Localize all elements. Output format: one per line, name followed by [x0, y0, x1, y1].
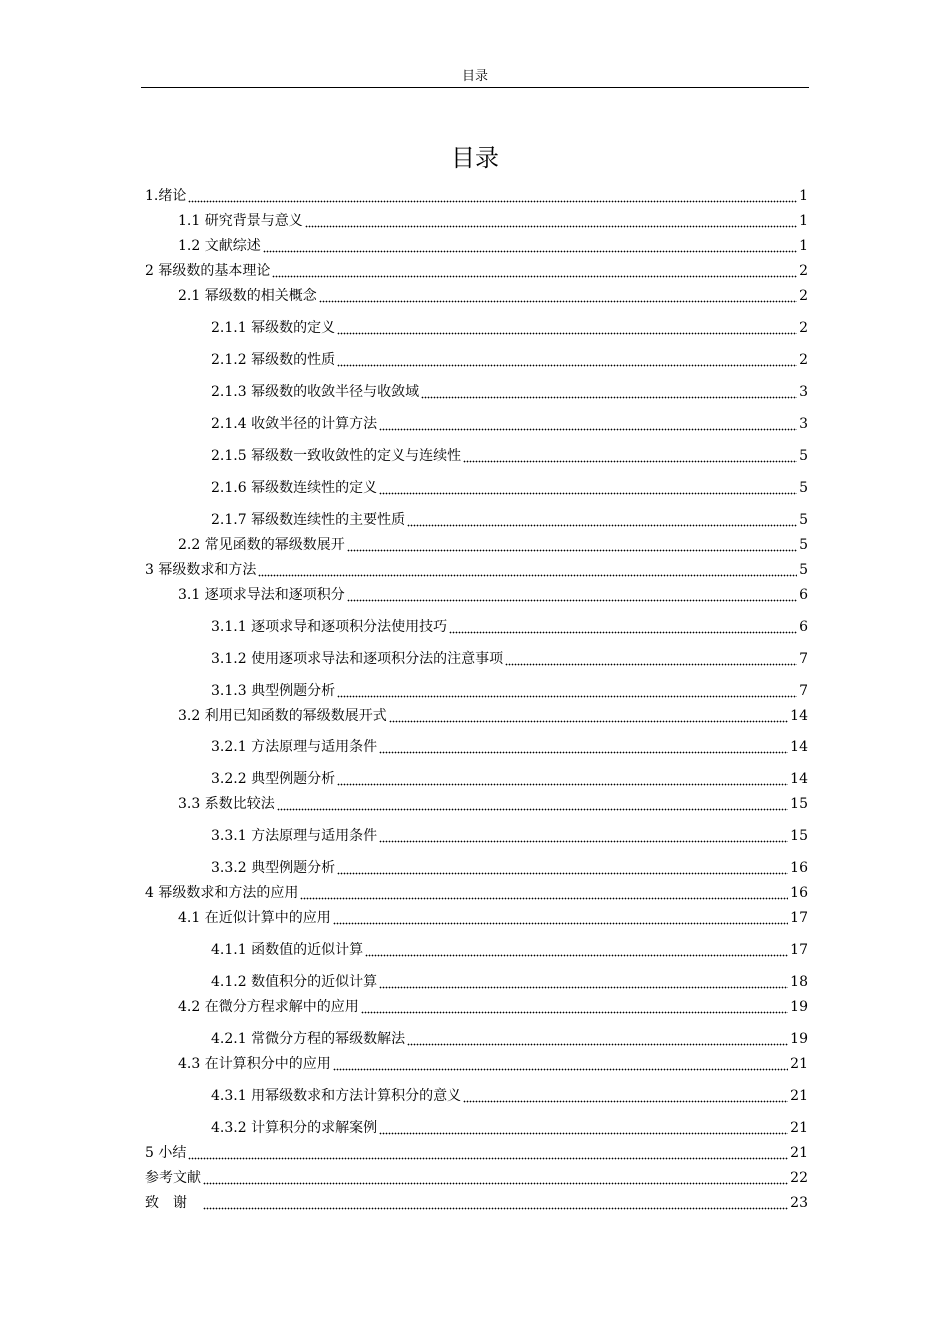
toc-dot-leader: [305, 211, 797, 231]
toc-entry[interactable]: [211, 318, 808, 338]
toc-entry[interactable]: [211, 478, 808, 498]
toc-entry-page: 18: [790, 974, 808, 990]
toc-dot-leader: [258, 560, 797, 580]
toc-entry[interactable]: [211, 826, 808, 846]
toc-entry-page: 21: [790, 1088, 808, 1104]
toc-dot-leader: [263, 236, 797, 256]
toc-entry[interactable]: [211, 617, 808, 637]
toc-entry-page: 5: [799, 537, 808, 553]
toc-entry-page: 14: [790, 771, 808, 787]
toc-entry[interactable]: [211, 769, 808, 789]
toc-entry-page: 2: [799, 320, 808, 336]
toc-entry-label: 2.1 幂级数的相关概念: [178, 288, 317, 304]
toc-entry-page: 17: [790, 942, 808, 958]
toc-dot-leader: [337, 318, 797, 338]
toc-dot-leader: [505, 649, 797, 669]
toc-entry-label: 2.1.1 幂级数的定义: [211, 320, 336, 336]
toc-dot-leader: [379, 826, 788, 846]
toc-entry-label: 3.1.2 使用逐项求导法和逐项积分法的注意事项: [211, 651, 504, 667]
toc-dot-leader: [379, 414, 797, 434]
toc-dot-leader: [188, 186, 797, 206]
toc-entry-label: 3.3.1 方法原理与适用条件: [211, 828, 378, 844]
toc-dot-leader: [337, 858, 788, 878]
toc-dot-leader: [272, 261, 797, 281]
toc-dot-leader: [379, 972, 788, 992]
toc-entry[interactable]: [211, 681, 808, 701]
toc-entry-label: 3.1.1 逐项求导和逐项积分法使用技巧: [211, 619, 448, 635]
toc-entry[interactable]: [178, 1054, 808, 1074]
toc-entry-label: 3.2.2 典型例题分析: [211, 771, 336, 787]
toc-entry[interactable]: [178, 585, 808, 605]
toc-entry-page: 1: [799, 238, 808, 254]
toc-entry[interactable]: [145, 883, 808, 903]
toc-entry-page: 19: [790, 1031, 808, 1047]
toc-entry-page: 1: [799, 213, 808, 229]
toc-entry-label: 3.3.2 典型例题分析: [211, 860, 336, 876]
toc-entry[interactable]: [145, 560, 808, 580]
toc-entry-label: 1.1 研究背景与意义: [178, 213, 303, 229]
toc-dot-leader: [407, 1029, 788, 1049]
toc-entry[interactable]: [178, 706, 808, 726]
toc-entry-page: 21: [790, 1056, 808, 1072]
toc-entry[interactable]: [211, 737, 808, 757]
toc-dot-leader: [379, 478, 797, 498]
toc-entry-label: 2.1.6 幂级数连续性的定义: [211, 480, 378, 496]
toc-entry-label: 1.绪论: [145, 188, 187, 204]
toc-entry-label: 4.3.1 用幂级数求和方法计算积分的意义: [211, 1088, 462, 1104]
toc-entry-page: 5: [799, 562, 808, 578]
toc-entry-page: 15: [790, 796, 808, 812]
toc-entry-label: 2.1.4 收敛半径的计算方法: [211, 416, 378, 432]
toc-entry-label: 4.3.2 计算积分的求解案例: [211, 1120, 378, 1136]
toc-dot-leader: [300, 883, 788, 903]
toc-entry-label: 2 幂级数的基本理论: [145, 263, 271, 279]
header-rule: [141, 87, 809, 88]
toc-dot-leader: [407, 510, 797, 530]
toc-entry-page: 5: [799, 448, 808, 464]
toc-dot-leader: [337, 681, 797, 701]
toc-entry-label: 1.2 文献综述: [178, 238, 261, 254]
toc-dot-leader: [365, 940, 788, 960]
toc-dot-leader: [277, 794, 788, 814]
toc-entry[interactable]: [211, 414, 808, 434]
toc-entry-label: 4.1.1 函数值的近似计算: [211, 942, 364, 958]
toc-entry-label: 4.1.2 数值积分的近似计算: [211, 974, 378, 990]
toc-dot-leader: [389, 706, 788, 726]
toc-dot-leader: [333, 908, 788, 928]
toc-entry[interactable]: [211, 940, 808, 960]
toc-entry-label: 4 幂级数求和方法的应用: [145, 885, 299, 901]
toc-entry-label: 4.3 在计算积分中的应用: [178, 1056, 331, 1072]
toc-entry-label: 2.1.3 幂级数的收敛半径与收敛域: [211, 384, 420, 400]
toc-dot-leader: [337, 769, 788, 789]
toc-dot-leader: [463, 446, 797, 466]
toc-entry-page: 6: [799, 587, 808, 603]
running-header: 目录: [461, 69, 488, 84]
toc-entry[interactable]: [178, 997, 808, 1017]
toc-entry[interactable]: [178, 908, 808, 928]
page-title: 目录: [451, 144, 499, 172]
toc-dot-leader: [319, 286, 797, 306]
toc-dot-leader: [361, 997, 788, 1017]
toc-dot-leader: [379, 737, 788, 757]
toc-entry-page: 14: [790, 739, 808, 755]
toc-entry-page: 3: [799, 416, 808, 432]
toc-entry-label: 4.1 在近似计算中的应用: [178, 910, 331, 926]
toc-dot-leader: [333, 1054, 788, 1074]
toc-entry-label: 2.1.7 幂级数连续性的主要性质: [211, 512, 406, 528]
toc-entry[interactable]: [178, 794, 808, 814]
toc-entry[interactable]: [145, 186, 808, 206]
toc-entry[interactable]: [145, 1193, 808, 1213]
toc-dot-leader: [421, 382, 797, 402]
toc-entry-label: 参考文献: [145, 1170, 201, 1186]
toc-dot-leader: [203, 1168, 788, 1188]
toc-entry[interactable]: [211, 350, 808, 370]
toc-entry[interactable]: [145, 1143, 808, 1163]
toc-dot-leader: [337, 350, 797, 370]
toc-entry-label: 3 幂级数求和方法: [145, 562, 257, 578]
toc-entry[interactable]: [211, 1118, 808, 1138]
toc-dot-leader: [449, 617, 797, 637]
toc-entry[interactable]: [211, 446, 808, 466]
toc-dot-leader: [188, 1143, 788, 1163]
toc-entry-label: 2.2 常见函数的幂级数展开: [178, 537, 345, 553]
toc-entry-label: 3.3 系数比较法: [178, 796, 275, 812]
toc-dot-leader: [379, 1118, 788, 1138]
toc-dot-leader: [463, 1086, 788, 1106]
toc-entry-page: 19: [790, 999, 808, 1015]
toc-entry[interactable]: [145, 1168, 808, 1188]
toc-entry-page: 6: [799, 619, 808, 635]
toc-entry[interactable]: [211, 1086, 808, 1106]
toc-entry-label: 2.1.5 幂级数一致收敛性的定义与连续性: [211, 448, 462, 464]
toc-entry[interactable]: [211, 510, 808, 530]
toc-entry-label: 3.2 利用已知函数的幂级数展开式: [178, 708, 387, 724]
toc-entry[interactable]: [211, 1029, 808, 1049]
toc-entry-label: 3.1.3 典型例题分析: [211, 683, 336, 699]
toc-entry-page: 17: [790, 910, 808, 926]
toc-entry-page: 2: [799, 288, 808, 304]
toc-entry-page: 23: [790, 1195, 808, 1211]
toc-entry-page: 22: [790, 1170, 808, 1186]
toc-entry[interactable]: [211, 858, 808, 878]
toc-entry-label: 4.2 在微分方程求解中的应用: [178, 999, 359, 1015]
toc-entry-label: 5 小结: [145, 1145, 187, 1161]
toc-entry-page: 16: [790, 885, 808, 901]
toc-entry-page: 3: [799, 384, 808, 400]
toc-entry-page: 5: [799, 512, 808, 528]
toc-entry-label: 4.2.1 常微分方程的幂级数解法: [211, 1031, 406, 1047]
toc-entry[interactable]: [178, 535, 808, 555]
toc-entry-page: 15: [790, 828, 808, 844]
toc-dot-leader: [203, 1193, 788, 1213]
toc-entry[interactable]: [211, 382, 808, 402]
toc-entry-page: 1: [799, 188, 808, 204]
toc-entry-label: 2.1.2 幂级数的性质: [211, 352, 336, 368]
toc-entry[interactable]: [145, 261, 808, 281]
toc-entry-label: 致谢: [145, 1195, 201, 1211]
toc-entry-label: 3.1 逐项求导法和逐项积分: [178, 587, 345, 603]
toc-entry-page: 21: [790, 1120, 808, 1136]
toc-entry-label: 3.2.1 方法原理与适用条件: [211, 739, 378, 755]
toc-entry[interactable]: [211, 649, 808, 669]
toc-entry[interactable]: [178, 211, 808, 231]
toc-entry[interactable]: [211, 972, 808, 992]
toc-entry-page: 16: [790, 860, 808, 876]
toc-entry-page: 7: [799, 683, 808, 699]
toc-entry-page: 5: [799, 480, 808, 496]
toc-entry-page: 14: [790, 708, 808, 724]
toc-entry[interactable]: [178, 236, 808, 256]
toc-entry-page: 7: [799, 651, 808, 667]
toc-entry-page: 2: [799, 263, 808, 279]
toc-entry-page: 2: [799, 352, 808, 368]
toc-entry-page: 21: [790, 1145, 808, 1161]
toc-dot-leader: [347, 535, 797, 555]
toc-dot-leader: [347, 585, 797, 605]
toc-entry[interactable]: [178, 286, 808, 306]
